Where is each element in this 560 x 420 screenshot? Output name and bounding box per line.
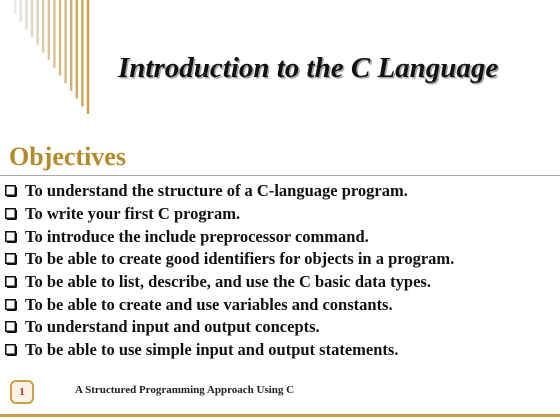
objective-text: To write your first C program. [25, 204, 241, 224]
list-item [0, 271, 560, 294]
checkbox-icon [5, 231, 17, 243]
objective-text: To be able to create good identifiers for objects in a program. [25, 249, 455, 269]
divider [0, 175, 560, 176]
decorative-stripe [81, 0, 83, 106]
decorative-stripe [48, 0, 50, 60]
list-item [0, 339, 560, 362]
decorative-stripes [0, 0, 110, 118]
footer-divider [0, 414, 560, 417]
list-item [0, 203, 560, 226]
section-heading: Objectives [9, 142, 126, 171]
list-item [0, 225, 560, 248]
decorative-stripe [42, 0, 44, 53]
checkbox-icon [5, 344, 17, 356]
objective-text: To be able to list, describe, and use the C basic data types. [25, 272, 431, 292]
objectives-list [0, 180, 560, 362]
list-item [0, 180, 560, 203]
objective-text: To introduce the include preprocessor command. [25, 226, 369, 246]
checkbox-icon [5, 185, 17, 197]
objective-text: To be able to create and use variables and constants. [25, 294, 393, 314]
decorative-stripe [31, 0, 33, 37]
checkbox-icon [5, 321, 17, 333]
decorative-stripe [14, 0, 16, 14]
objective-text: To understand the structure of a C-language program. [25, 181, 408, 201]
decorative-stripe [36, 0, 38, 45]
decorative-stripe [59, 0, 61, 76]
checkbox-icon [5, 299, 17, 311]
objective-text: To understand input and output concepts. [25, 317, 320, 337]
decorative-stripe [70, 0, 72, 91]
list-item [0, 248, 560, 271]
decorative-stripe [25, 0, 27, 29]
decorative-stripe [20, 0, 22, 22]
list-item [0, 293, 560, 316]
decorative-stripe [64, 0, 66, 83]
objective-text: To be able to use simple input and output statements. [25, 340, 399, 360]
decorative-stripe [76, 0, 78, 99]
list-item [0, 316, 560, 339]
checkbox-icon [5, 208, 17, 220]
page-number-badge: 1 [10, 380, 34, 404]
slide-title: Introduction to the C Language [118, 52, 499, 84]
decorative-stripe [87, 0, 89, 114]
footer-text: A Structured Programming Approach Using C [75, 384, 295, 396]
checkbox-icon [5, 276, 17, 288]
decorative-stripe [53, 0, 55, 68]
checkbox-icon [5, 253, 17, 265]
